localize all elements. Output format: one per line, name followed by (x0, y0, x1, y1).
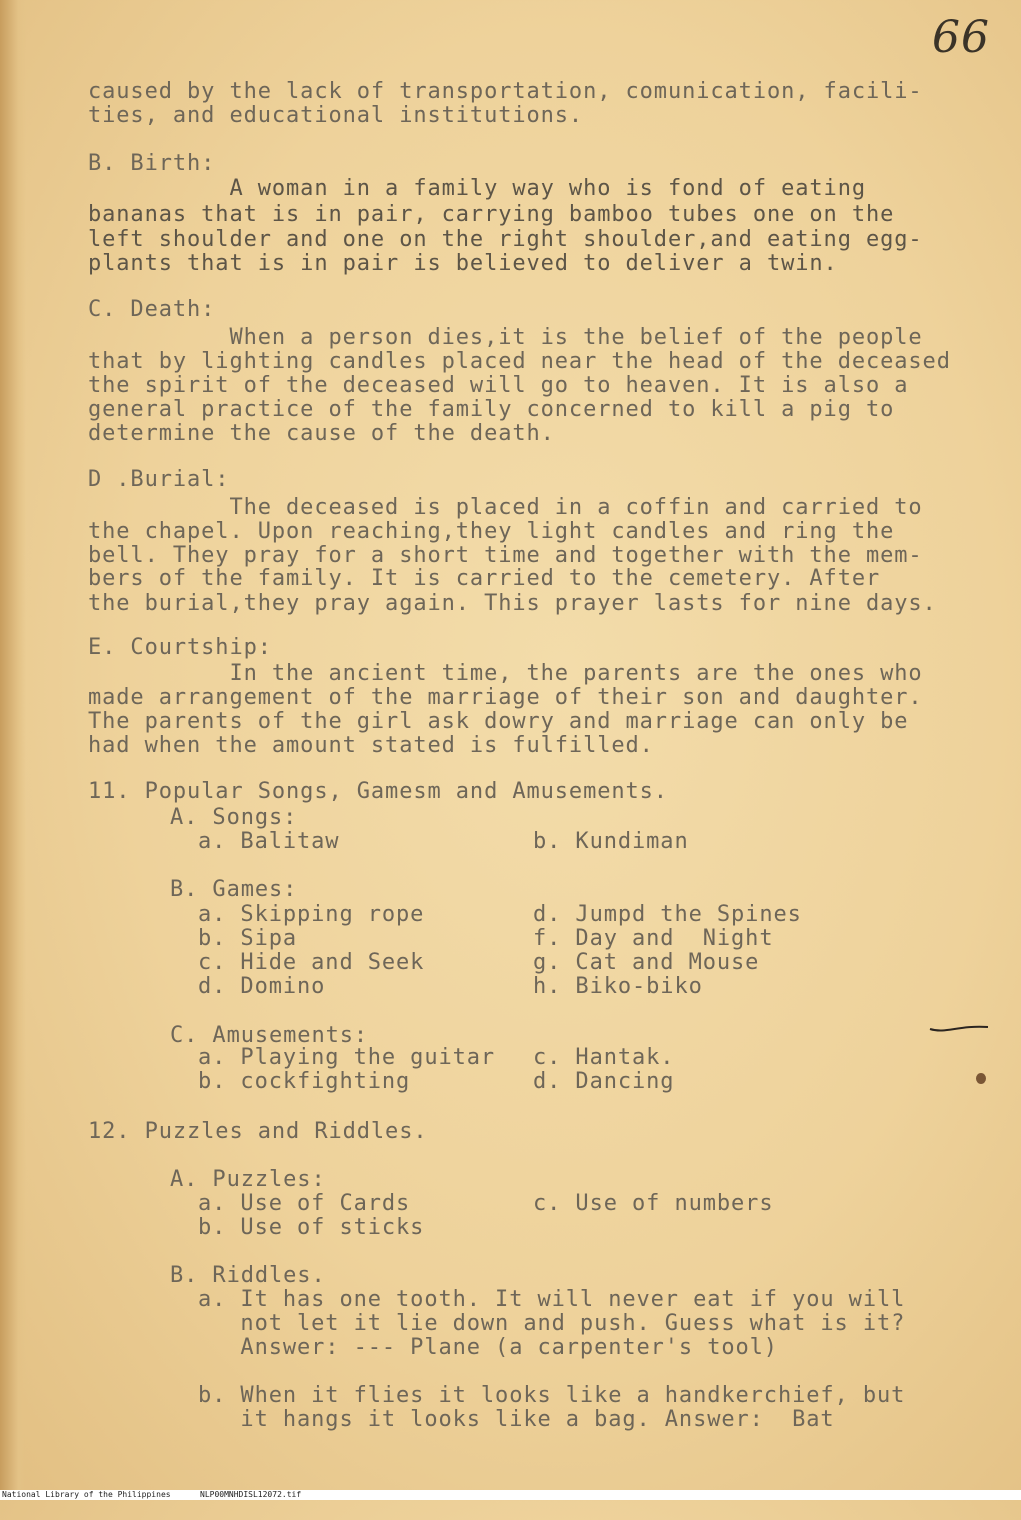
riddle-line: a. It has one tooth. It will never eat if you will (198, 1287, 906, 1312)
ink-spot (976, 1073, 986, 1084)
list-item: b. Sipa (198, 926, 298, 951)
subheading-riddles: B. Riddles. (170, 1263, 326, 1288)
text-line: had when the amount stated is fulfilled. (88, 733, 654, 758)
pen-mark-icon (928, 1022, 990, 1034)
text-line: bananas that is in pair, carrying bamboo tubes one on the (88, 202, 895, 227)
text-line: made arrangement of the marriage of their son and daughter. (88, 685, 923, 710)
text-line: A woman in a family way who is fond of eating (88, 176, 866, 201)
text-line: left shoulder and one on the right shoulder,and eating egg- (88, 227, 923, 252)
page-edge-shadow (0, 0, 26, 1490)
text-line: determine the cause of the death. (88, 421, 555, 446)
text-line: the burial,they pray again. This prayer lasts for nine days. (88, 591, 937, 616)
riddle-line: b. When it flies it looks like a handkerchief, but (198, 1383, 906, 1408)
text-line: In the ancient time, the parents are the ones who (88, 661, 923, 686)
text-line: bell. They pray for a short time and together with the mem- (88, 543, 923, 568)
subheading-amusements: C. Amusements: (170, 1023, 369, 1048)
subheading-games: B. Games: (170, 877, 298, 902)
text-line: When a person dies,it is the belief of the people (88, 325, 923, 350)
footer-filename: NLP00MNHDISL12072.tif (200, 1490, 302, 1499)
list-item: a. Balitaw (198, 829, 340, 854)
text-line: that by lighting candles placed near the head of the deceased (88, 349, 951, 374)
list-item: g. Cat and Mouse (533, 950, 760, 975)
section-heading-burial: D .Burial: (88, 467, 230, 492)
list-item: d. Jumpd the Spines (533, 902, 802, 927)
text-line: ties, and educational institutions. (88, 103, 584, 128)
section-heading-birth: B. Birth: (88, 151, 216, 176)
list-item: a. Use of Cards (198, 1191, 411, 1216)
footer-library: National Library of the Philippines (2, 1490, 171, 1499)
subheading-songs: A. Songs: (170, 805, 298, 830)
list-item: c. Hantak. (533, 1045, 675, 1070)
list-item: c. Hide and Seek (198, 950, 425, 975)
riddle-line: not let it lie down and push. Guess what is it? (198, 1311, 906, 1336)
list-item: b. Use of sticks (198, 1215, 425, 1240)
text-line: The deceased is placed in a coffin and carried to (88, 495, 923, 520)
scan-footer (0, 1490, 1021, 1500)
section-heading-courtship: E. Courtship: (88, 635, 272, 660)
subheading-puzzles: A. Puzzles: (170, 1167, 326, 1192)
list-item: b. Kundiman (533, 829, 689, 854)
text-line: caused by the lack of transportation, comunication, facili- (88, 79, 923, 104)
list-item: c. Use of numbers (533, 1191, 774, 1216)
list-item: f. Day and Night (533, 926, 774, 951)
list-item: d. Dancing (533, 1069, 675, 1094)
section-heading-death: C. Death: (88, 297, 216, 322)
list-item: a. Skipping rope (198, 902, 425, 927)
page-number: 66 (932, 12, 990, 63)
text-line: plants that is in pair is believed to deliver a twin. (88, 251, 838, 276)
text-line: the chapel. Upon reaching,they light candles and ring the (88, 519, 895, 544)
text-line: The parents of the girl ask dowry and marriage can only be (88, 709, 909, 734)
riddle-line: it hangs it looks like a bag. Answer: Bat (198, 1407, 835, 1432)
text-line: the spirit of the deceased will go to heaven. It is also a (88, 373, 909, 398)
list-item: h. Biko-biko (533, 974, 703, 999)
list-item: b. cockfighting (198, 1069, 411, 1094)
text-line: general practice of the family concerned to kill a pig to (88, 397, 895, 422)
section-heading-11: 11. Popular Songs, Gamesm and Amusements. (88, 779, 668, 804)
riddle-line: Answer: --- Plane (a carpenter's tool) (198, 1335, 778, 1360)
section-heading-12: 12. Puzzles and Riddles. (88, 1119, 428, 1144)
list-item: a. Playing the guitar (198, 1045, 496, 1070)
text-line: bers of the family. It is carried to the cemetery. After (88, 566, 881, 591)
list-item: d. Domino (198, 974, 326, 999)
